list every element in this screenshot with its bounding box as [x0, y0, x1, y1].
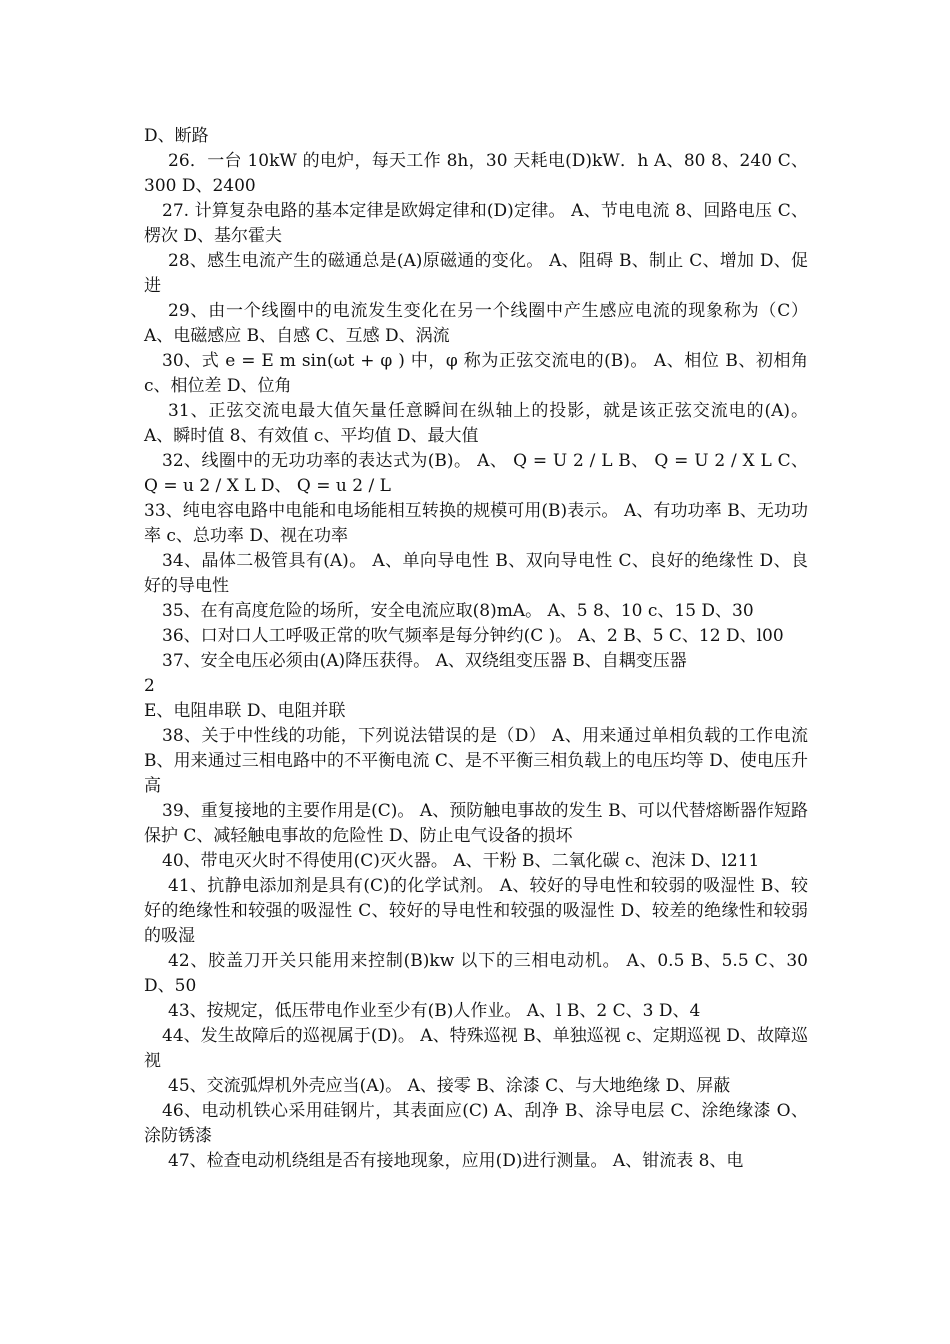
- question-34: 34、晶体二极管具有(A)。 A、单向导电性 B、双向导电性 C、良好的绝缘性 D、良好的导电性: [144, 551, 808, 596]
- question-46: 46、电动机铁心采用硅钢片，其表面应(C) A、刮净 B、涂导电层 C、涂绝缘漆 O、涂防锈漆: [144, 1101, 808, 1146]
- page-number: 2: [144, 676, 155, 696]
- text-line-e-options: E、电阻串联 D、电阻并联: [144, 701, 346, 721]
- question-45: 45、交流弧焊机外壳应当(A)。 A、接零 B、涂漆 C、与大地绝缘 D、屏蔽: [168, 1076, 731, 1096]
- question-35: 35、在有高度危险的场所，安全电流应取(8)mA。 A、5 8、10 c、15 D、30: [162, 601, 754, 621]
- question-33: 33、纯电容电路中电能和电场能相互转换的规模可用(B)表示。 A、有功功率 B、无功功率 c、总功率 D、视在功率: [144, 501, 808, 546]
- text-line-d-duanlu: D、断路: [144, 126, 209, 146]
- question-36: 36、口对口人工呼吸正常的吹气频率是每分钟约(C )。 A、2 B、5 C、12 D、l00: [162, 626, 784, 646]
- question-39: 39、重复接地的主要作用是(C)。 A、预防触电事故的发生 B、可以代替熔断器作短路保护 C、减轻触电事故的危险性 D、防止电气设备的损坏: [144, 801, 808, 846]
- document-body: [144, 124, 808, 1174]
- question-27: 27. 计算复杂电路的基本定律是欧姆定律和(D)定律。 A、节电电流 8、回路电压 C、楞次 D、基尔霍夫: [144, 201, 808, 246]
- question-32: 32、线圈中的无功功率的表达式为(B)。 A、 Q = U 2 / L B、 Q = U 2 / X L C、 Q = u 2 / X L D、 Q = u 2 / L: [144, 451, 808, 496]
- question-26: 26．一台 10kW 的电炉，每天工作 8h，30 天耗电(D)kW．h A、80 8、240 C、300 D、2400: [144, 151, 808, 196]
- question-41: 41、抗静电添加剂是具有(C)的化学试剂。 A、较好的导电性和较弱的吸湿性 B、较好的绝缘性和较强的吸湿性 C、较好的导电性和较强的吸湿性 D、较差的绝缘性和较弱的吸湿: [144, 876, 808, 946]
- question-31: 31、正弦交流电最大值矢量任意瞬间在纵轴上的投影，就是该正弦交流电的(A)。 A、瞬时值 8、有效值 c、平均值 D、最大值: [144, 401, 808, 446]
- question-44: 44、发生故障后的巡视属于(D)。 A、特殊巡视 B、单独巡视 c、定期巡视 D、故障巡视: [144, 1026, 808, 1071]
- question-28: 28、感生电流产生的磁通总是(A)原磁通的变化。 A、阻碍 B、制止 C、增加 D、促进: [144, 251, 808, 296]
- question-47: 47、检查电动机绕组是否有接地现象，应用(D)进行测量。 A、钳流表 8、电: [168, 1151, 744, 1171]
- question-43: 43、按规定，低压带电作业至少有(B)人作业。 A、l B、2 C、3 D、4: [168, 1001, 701, 1021]
- question-37: 37、安全电压必须由(A)降压获得。 A、双绕组变压器 B、自耦变压器: [162, 651, 687, 671]
- question-29: 29、由一个线圈中的电流发生变化在另一个线圈中产生感应电流的现象称为（C） A、电磁感应 B、自感 C、互感 D、涡流: [144, 301, 808, 346]
- question-40: 40、带电灭火时不得使用(C)灭火器。 A、干粉 B、二氧化碳 c、泡沫 D、l211: [162, 851, 760, 871]
- question-30: 30、式 e = E m sin(ωt + φ ) 中，φ 称为正弦交流电的(B)。 A、相位 B、初相角 c、相位差 D、位角: [144, 351, 808, 396]
- question-42: 42、胶盖刀开关只能用来控制(B)kw 以下的三相电动机。 A、0.5 B、5.5 C、30 D、50: [144, 951, 808, 996]
- question-38: 38、关于中性线的功能，下列说法错误的是（D） A、用来通过单相负载的工作电流 B、用来通过三相电路中的不平衡电流 C、是不平衡三相负载上的电压均等 D、使电压升高: [144, 726, 808, 796]
